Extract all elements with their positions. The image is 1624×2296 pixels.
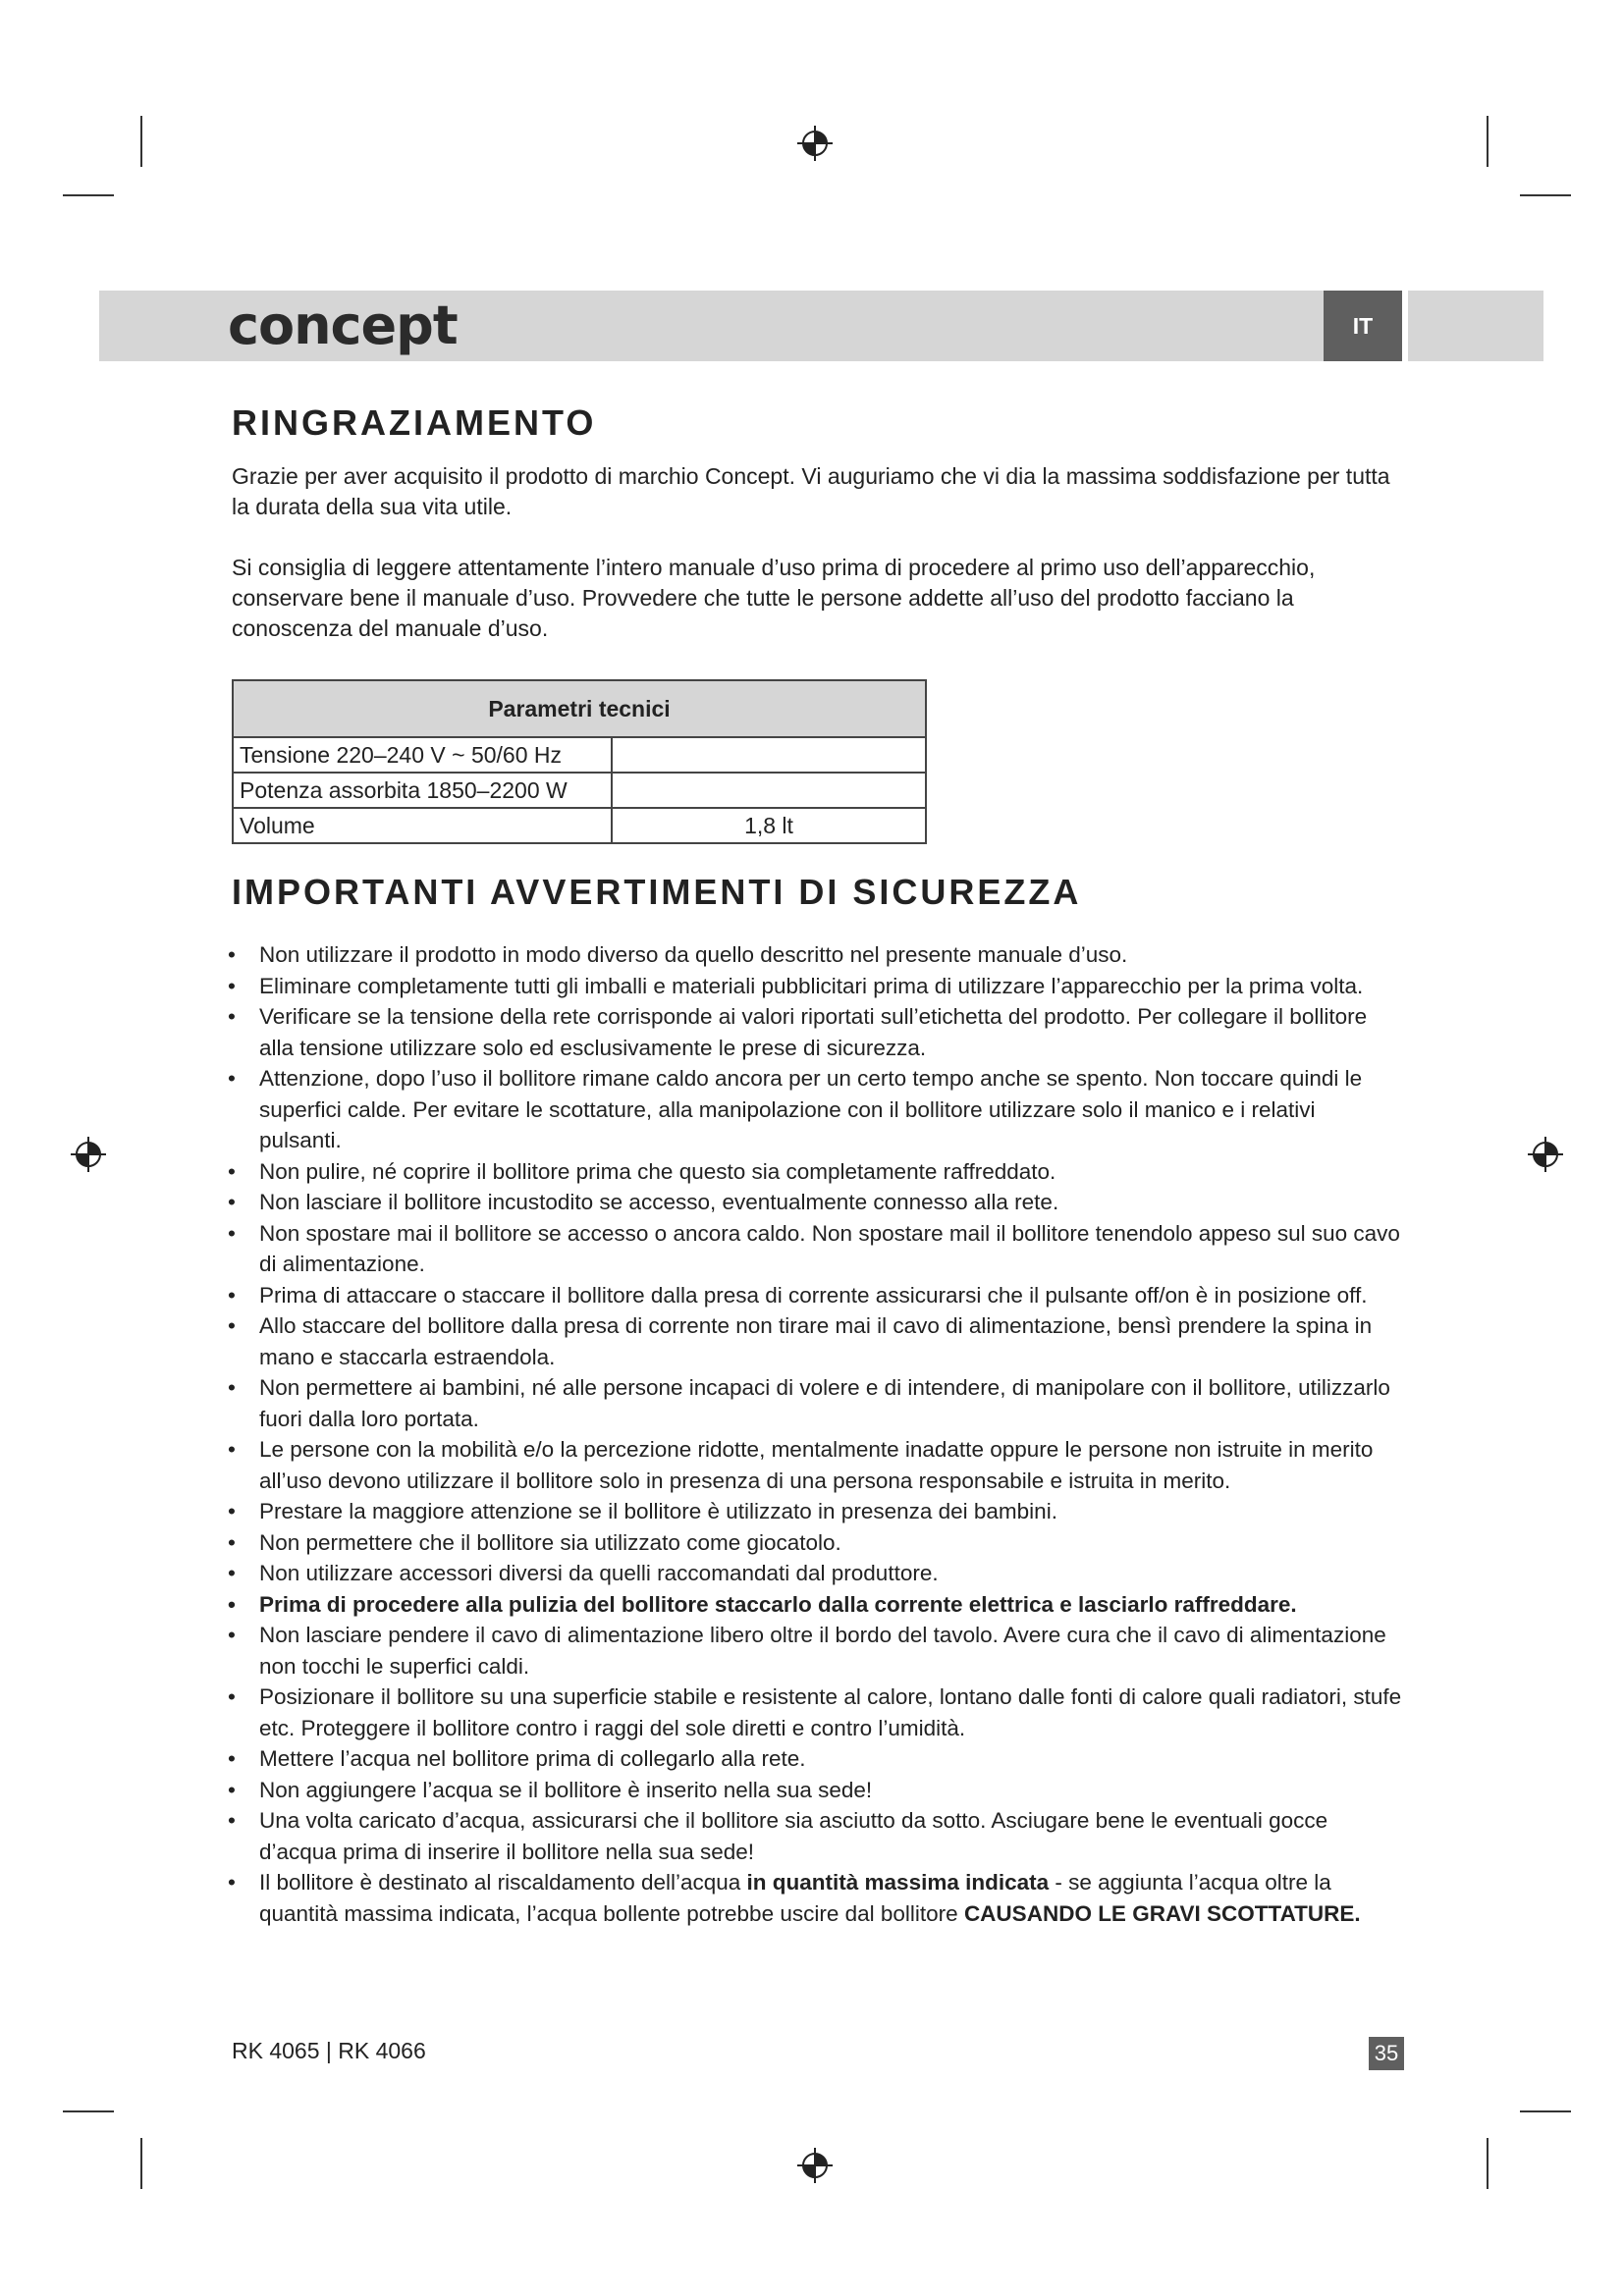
header-separator	[1402, 291, 1408, 361]
language-badge: IT	[1324, 291, 1402, 361]
spec-table-header	[233, 680, 926, 737]
crop-mark	[1487, 2138, 1489, 2189]
list-item-bold: • Prima di procedere alla pulizia del bollitore staccarlo dalla corrente elettrica e lasciarlo raffreddare.	[224, 1589, 1402, 1621]
list-item: • Prestare la maggiore attenzione se il bollitore è utilizzato in presenza dei bambini.	[224, 1496, 1402, 1527]
list-item: • Eliminare completamente tutti gli imballi e materiali pubblicitari prima di utilizzare l’apparecchio per la prima volta.	[224, 971, 1402, 1002]
spec-label: Volume	[233, 808, 612, 843]
registration-mark-icon	[795, 2146, 835, 2185]
model-number: RK 4065 | RK 4066	[232, 2038, 426, 2063]
list-item-last	[224, 1867, 1402, 1929]
spec-value	[612, 737, 926, 773]
spec-label: Tensione 220–240 V ~ 50/60 Hz	[233, 737, 612, 773]
list-item: • Posizionare il bollitore su una superficie stabile e resistente al calore, lontano dalle fonti di calore quali radiatori, stufe etc. Proteggere il bollitore contro i raggi del sole diretti e contro l’umidità.	[224, 1682, 1402, 1743]
page-number: 35	[1369, 2037, 1404, 2070]
list-item: • Mettere l’acqua nel bollitore prima di collegarlo alla rete.	[224, 1743, 1402, 1775]
registration-mark-icon	[795, 124, 835, 163]
registration-mark-icon	[69, 1135, 108, 1174]
safety-list	[224, 939, 1402, 1929]
list-item: • Non lasciare il bollitore incustodito se accesso, eventualmente connesso alla rete.	[224, 1187, 1402, 1218]
spec-row	[233, 773, 926, 808]
spec-row	[233, 737, 926, 773]
list-item: • Una volta caricato d’acqua, assicurarsi che il bollitore sia asciutto da sotto. Asciugare bene le eventuali gocce d’acqua prima di inserire il bollitore nella sua sede!	[224, 1805, 1402, 1867]
list-item: • Non utilizzare accessori diversi da quelli raccomandati dal produttore.	[224, 1558, 1402, 1589]
last-item-bold: in quantità massima indicata	[746, 1870, 1050, 1895]
spec-label: Potenza assorbita 1850–2200 W	[233, 773, 612, 808]
spec-value: 1,8 lt	[612, 808, 926, 843]
last-item-bold: CAUSANDO LE GRAVI SCOTTATURE.	[963, 1900, 1361, 1926]
crop-mark	[1520, 2110, 1571, 2112]
list-item: • Non pulire, né coprire il bollitore prima che questo sia completamente raffreddato.	[224, 1156, 1402, 1188]
safety-title: IMPORTANTI AVVERTIMENTI DI SICUREZZA	[232, 872, 1082, 912]
list-item: • Non permettere che il bollitore sia utilizzato come giocatolo.	[224, 1527, 1402, 1559]
spec-row	[233, 808, 926, 843]
brand-logo: concept	[228, 294, 458, 356]
list-item: • Non aggiungere l’acqua se il bollitore è inserito nella sua sede!	[224, 1775, 1402, 1806]
crop-mark	[140, 2138, 142, 2189]
spec-value	[612, 773, 926, 808]
crop-mark	[1487, 116, 1489, 167]
crop-mark	[63, 2110, 114, 2112]
list-item: • Non spostare mai il bollitore se accesso o ancora caldo. Non spostare mail il bollitore tenendolo appeso sul suo cavo di alimentazione.	[224, 1218, 1402, 1280]
list-item: • Le persone con la mobilità e/o la percezione ridotte, mentalmente inadatte oppure le persone non istruite in merito all’uso devono utilizzare il bollitore solo in presenza di una persona responsabile e istruita in merito.	[224, 1434, 1402, 1496]
list-item: • Non permettere ai bambini, né alle persone incapaci di volere e di intendere, di manipolare con il bollitore, utilizzarlo fuori dalla loro portata.	[224, 1372, 1402, 1434]
crop-mark	[63, 194, 114, 196]
list-item: • Attenzione, dopo l’uso il bollitore rimane caldo ancora per un certo tempo anche se spento. Non toccare quindi le superfici calde. Per evitare le scottature, alla manipolazione con il bollitore utilizzare solo il manico e i relativi pulsanti.	[224, 1063, 1402, 1156]
registration-mark-icon	[1526, 1135, 1565, 1174]
intro-paragraph: Si consiglia di leggere attentamente l’intero manuale d’uso prima di procedere al primo uso dell’apparecchio, conservare bene il manuale d’uso. Provvedere che tutte le persone addette all’uso del prodotto facciano la conoscenza del manuale d’uso.	[232, 555, 1316, 641]
list-item: • Prima di attaccare o staccare il bollitore dalla presa di corrente assicurarsi che il pulsante off/on è in posizione off.	[224, 1280, 1402, 1311]
crop-mark	[140, 116, 142, 167]
list-item: • Non lasciare pendere il cavo di alimentazione libero oltre il bordo del tavolo. Avere cura che il cavo di alimentazione non tocchi le superfici caldi.	[224, 1620, 1402, 1682]
intro-title: RINGRAZIAMENTO	[232, 402, 597, 443]
list-item: • Verificare se la tensione della rete corrisponde ai valori riportati sull’etichetta del prodotto. Per collegare il bollitore alla tensione utilizzare solo ed esclusivamente le prese di sicurezza.	[224, 1001, 1402, 1063]
spec-table	[232, 679, 927, 844]
last-item-text: - se aggiunta l’acqua oltre la quantità massima indicata, l’acqua bollente potrebbe uscire dal bollitore	[259, 1870, 1331, 1926]
intro-paragraph: Grazie per aver acquisito il prodotto di marchio Concept. Vi auguriamo che vi dia la massima soddisfazione per tutta la durata della sua vita utile.	[232, 463, 1390, 519]
list-item: • Non utilizzare il prodotto in modo diverso da quello descritto nel presente manuale d’uso.	[224, 939, 1402, 971]
list-item: • Allo staccare del bollitore dalla presa di corrente non tirare mai il cavo di alimentazione, bensì prendere la spina in mano e staccarla estraendola.	[224, 1310, 1402, 1372]
last-item-text: Il bollitore è destinato al riscaldamento dell’acqua	[259, 1870, 747, 1895]
spec-table-title: Parametri tecnici	[233, 680, 926, 737]
crop-mark	[1520, 194, 1571, 196]
